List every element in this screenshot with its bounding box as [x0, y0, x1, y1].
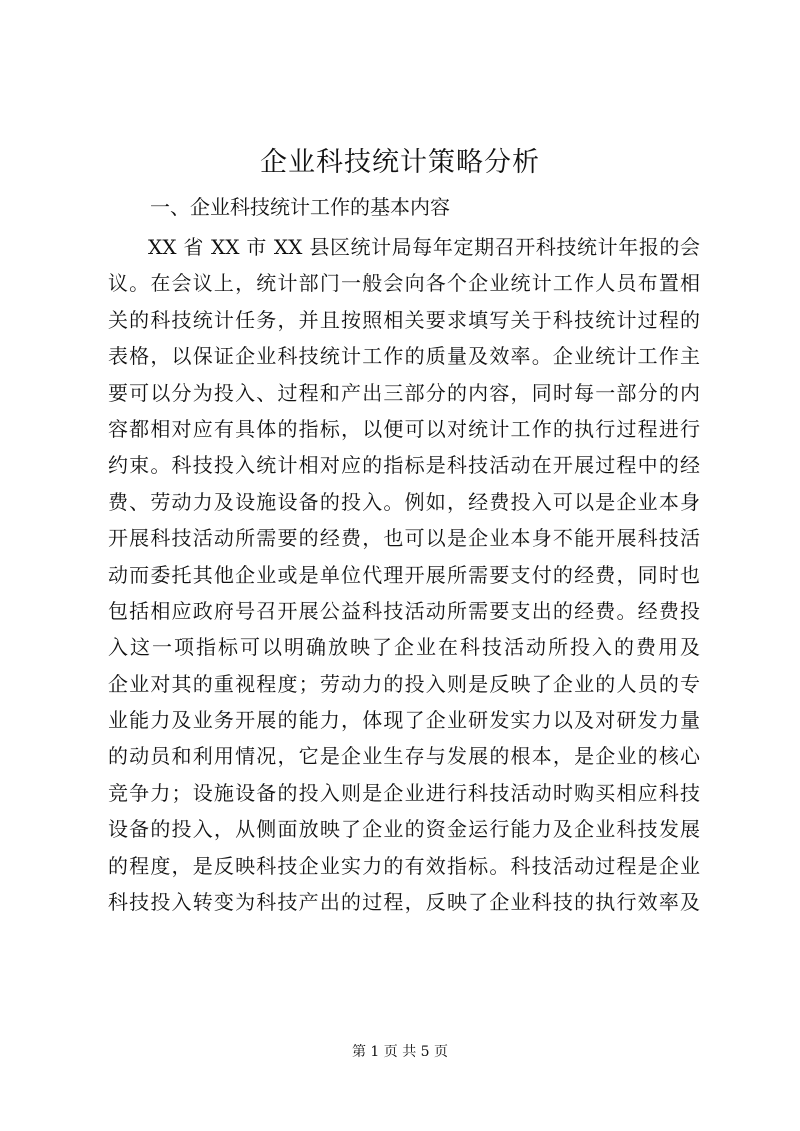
- paragraph-line: 开展科技活动所需要的经费，也可以是企业本身不能开展科技活: [108, 526, 700, 551]
- paragraph-line: 入这一项指标可以明确放映了企业在科技活动所投入的费用及: [108, 635, 700, 660]
- paragraph-line: 关的科技统计任务，并且按照相关要求填写关于科技统计过程的: [108, 307, 700, 332]
- paragraph-line: 包括相应政府号召开展公益科技活动所需要支出的经费。经费投: [108, 598, 700, 623]
- document-title: 企业科技统计策略分析: [260, 147, 540, 178]
- paragraph-line: 的动员和利用情况，它是企业生存与发展的根本，是企业的核心: [108, 744, 700, 769]
- paragraph-line: 业能力及业务开展的能力，体现了企业研发实力以及对研发力量: [108, 708, 700, 733]
- paragraph-line: 动而委托其他企业或是单位代理开展所需要支付的经费，同时也: [108, 562, 700, 587]
- paragraph-line: 企业对其的重视程度；劳动力的投入则是反映了企业的人员的专: [108, 671, 700, 696]
- paragraph-line: 要可以分为投入、过程和产出三部分的内容，同时每一部分的内: [108, 380, 700, 405]
- paragraph-line: 科技投入转变为科技产出的过程，反映了企业科技的执行效率及: [108, 890, 700, 915]
- paragraph-line: 设备的投入，从侧面放映了企业的资金运行能力及企业科技发展: [108, 817, 700, 842]
- paragraph-line: 容都相对应有具体的指标，以便可以对统计工作的执行过程进行: [108, 416, 700, 441]
- paragraph-line: 约束。科技投入统计相对应的指标是科技活动在开展过程中的经: [108, 453, 700, 478]
- paragraph-line: 费、劳动力及设施设备的投入。例如，经费投入可以是企业本身: [108, 489, 700, 514]
- paragraph-line: 的程度，是反映科技企业实力的有效指标。科技活动过程是企业: [108, 853, 700, 878]
- paragraph-line: XX 省 XX 市 XX 县区统计局每年定期召开科技统计年报的会: [148, 235, 700, 259]
- section-heading: 一、企业科技统计工作的基本内容: [150, 195, 450, 219]
- page-number-footer: 第 1 页 共 5 页: [351, 1044, 449, 1060]
- paragraph-line: 表格，以保证企业科技统计工作的质量及效率。企业统计工作主: [108, 344, 700, 369]
- paragraph-line: 竞争力；设施设备的投入则是企业进行科技活动时购买相应科技: [108, 780, 700, 805]
- body-paragraph: [108, 229, 700, 920]
- paragraph-line: 议。在会议上，统计部门一般会向各个企业统计工作人员布置相: [108, 271, 700, 296]
